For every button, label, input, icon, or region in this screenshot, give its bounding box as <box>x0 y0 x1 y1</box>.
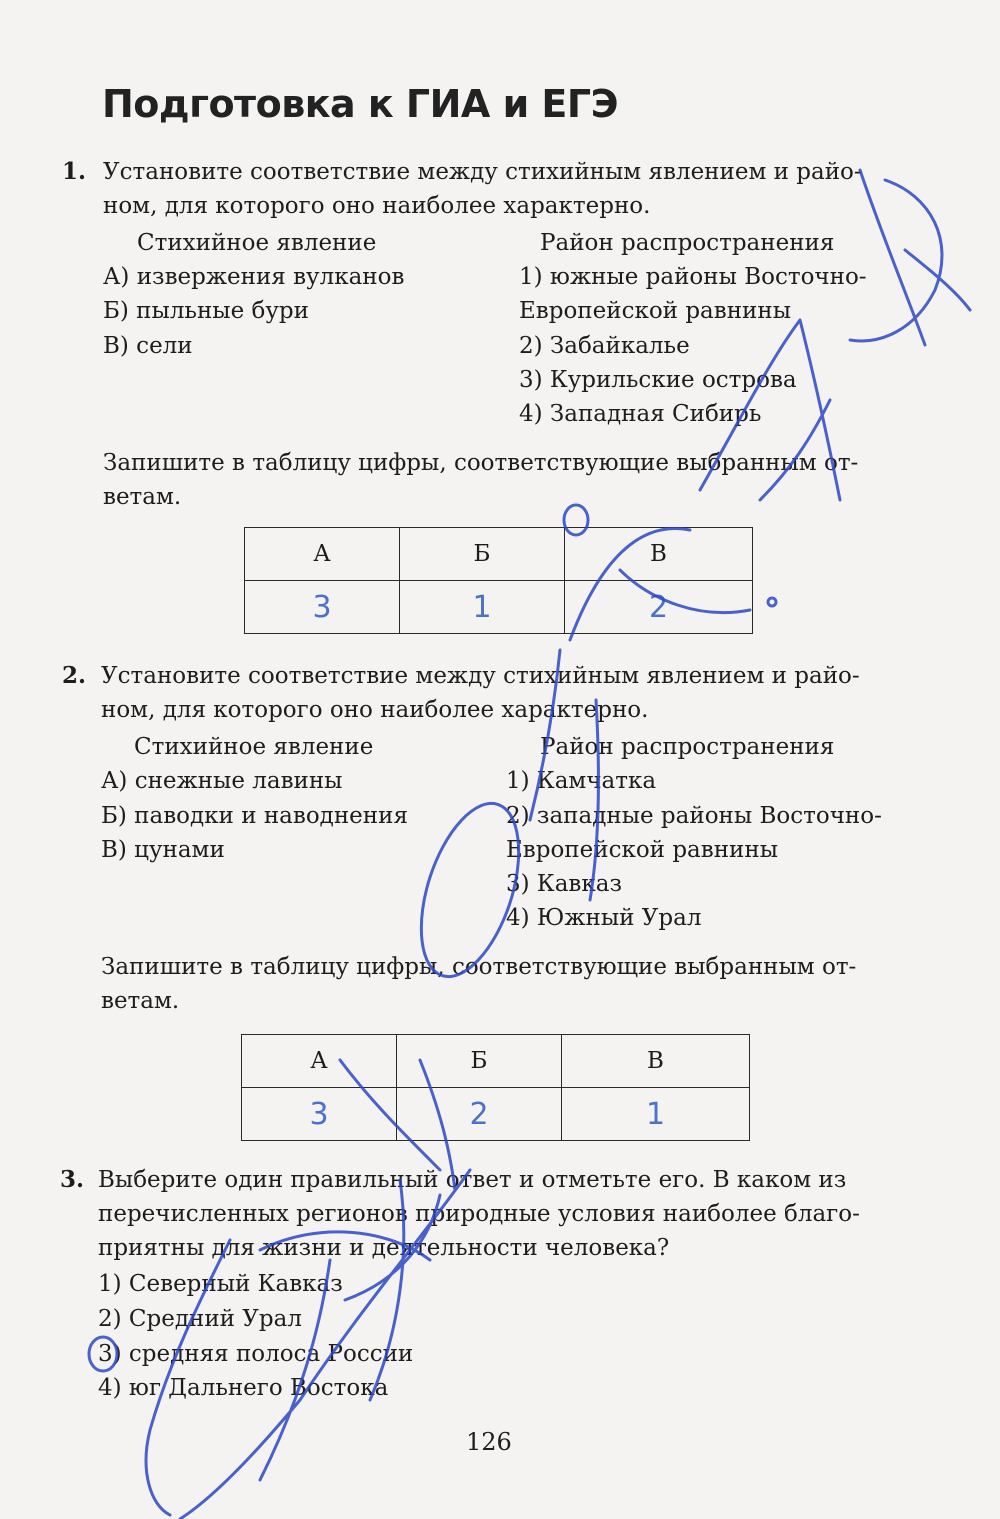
page-number: 126 <box>466 1428 512 1456</box>
table-answer-row <box>242 1088 750 1141</box>
question-1-right-item: 1) южные районы Восточно- <box>519 264 867 290</box>
question-1-instruction-line-1: Запишите в таблицу цифры, соответствующие выбранным от- <box>103 450 859 476</box>
question-1-left-item: В) сели <box>103 333 193 359</box>
question-2-right-item: 3) Кавказ <box>506 871 623 897</box>
question-2-right-header: Район распространения <box>540 734 835 760</box>
question-2-line-1: Установите соответствие между стихийным явлением и райо- <box>101 663 860 689</box>
handwritten-letter-mark <box>905 250 970 310</box>
question-2-left-header: Стихийное явление <box>134 734 374 760</box>
question-2-number: 2. <box>62 662 87 689</box>
handwritten-letter-mark <box>860 170 925 345</box>
question-1-instruction-line-2: ветам. <box>103 484 182 510</box>
ink-dot-mark <box>768 598 776 606</box>
question-1-left-item: Б) пыльные бури <box>103 298 309 324</box>
page-heading: Подготовка к ГИА и ЕГЭ <box>102 82 618 126</box>
question-1-left-item: А) извержения вулканов <box>103 264 405 290</box>
question-2-left-item: А) снежные лавины <box>101 768 343 794</box>
table-header-cell: Б <box>397 1035 562 1088</box>
table-header-cell: А <box>245 528 400 581</box>
answer-cell[interactable]: 1 <box>400 581 565 634</box>
answer-cell[interactable]: 1 <box>562 1088 750 1141</box>
question-2-right-item: 1) Камчатка <box>506 768 657 794</box>
question-1-right-header: Район распространения <box>540 230 835 256</box>
question-2-line-2: ном, для которого оно наиболее характерно. <box>101 697 649 723</box>
table-header-cell: А <box>242 1035 397 1088</box>
question-1-right-item: 3) Курильские острова <box>519 367 797 393</box>
table-header-row <box>245 528 753 581</box>
question-3-line-2: перечисленных регионов природные условия наиболее благо- <box>98 1201 860 1227</box>
question-1-right-item: 2) Забайкалье <box>519 333 690 359</box>
question-3-option[interactable]: 1) Северный Кавказ <box>98 1271 343 1297</box>
question-3-line-3: приятны для жизни и деятельности человека? <box>98 1235 670 1261</box>
question-2-instruction-line-1: Запишите в таблицу цифры, соответствующие выбранным от- <box>101 954 857 980</box>
question-3-option-selected[interactable]: 3) средняя полоса России <box>98 1341 414 1367</box>
question-3-number: 3. <box>60 1166 85 1193</box>
table-header-row <box>242 1035 750 1088</box>
question-2-instruction-line-2: ветам. <box>101 988 180 1014</box>
question-2-left-item: Б) паводки и наводнения <box>101 803 408 829</box>
answer-cell[interactable]: 3 <box>245 581 400 634</box>
question-1-right-item: Европейской равнины <box>519 298 792 324</box>
handwritten-letter-mark <box>180 1400 300 1519</box>
question-2-right-item: 2) западные районы Восточно- <box>506 803 882 829</box>
question-1-right-item: 4) Западная Сибирь <box>519 401 762 427</box>
question-2-right-item: 4) Южный Урал <box>506 905 702 931</box>
question-2-right-item: Европейской равнины <box>506 837 779 863</box>
question-1-answer-table <box>244 527 753 634</box>
answer-cell[interactable]: 2 <box>397 1088 562 1141</box>
question-1-line-2: ном, для которого оно наиболее характерно. <box>103 193 651 219</box>
question-2-answer-table <box>241 1034 750 1141</box>
question-2-left-item: В) цунами <box>101 837 225 863</box>
question-3-option[interactable]: 2) Средний Урал <box>98 1306 302 1332</box>
table-header-cell: В <box>565 528 753 581</box>
question-1-number: 1. <box>62 158 87 185</box>
answer-cell[interactable]: 3 <box>242 1088 397 1141</box>
table-answer-row <box>245 581 753 634</box>
table-header-cell: Б <box>400 528 565 581</box>
question-1-left-header: Стихийное явление <box>137 230 377 256</box>
question-3-line-1: Выберите один правильный ответ и отметьте его. В каком из <box>98 1167 847 1193</box>
answer-cell[interactable]: 2 <box>565 581 753 634</box>
table-header-cell: В <box>562 1035 750 1088</box>
question-3-option[interactable]: 4) юг Дальнего Востока <box>98 1375 389 1401</box>
question-1-line-1: Установите соответствие между стихийным явлением и райо- <box>103 159 862 185</box>
